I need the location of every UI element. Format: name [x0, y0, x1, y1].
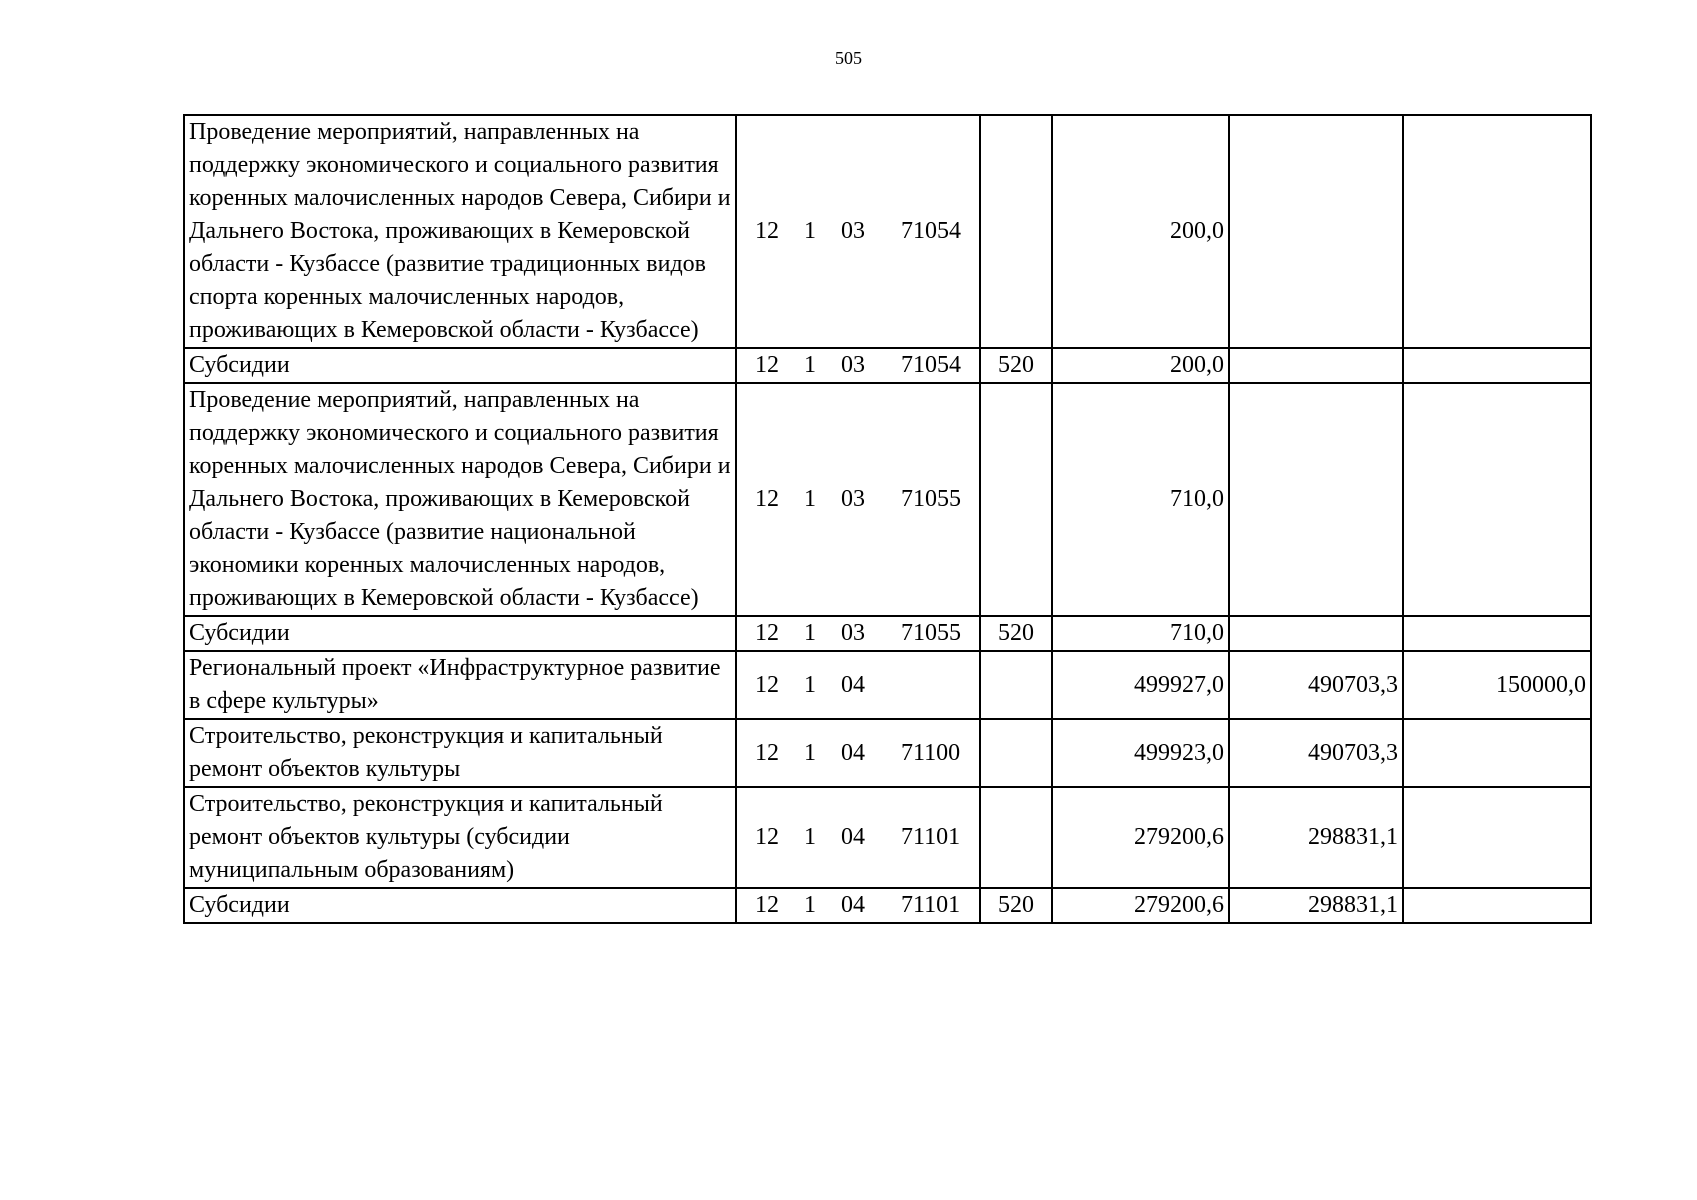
code-program: 12 [755, 892, 779, 918]
program-code [736, 719, 980, 787]
code-program: 12 [755, 620, 779, 646]
expense-type [980, 787, 1052, 888]
expense-type: 520 [980, 348, 1052, 383]
code-direction: 71101 [901, 892, 961, 918]
table-row [184, 651, 1591, 719]
amount-year-1: 499923,0 [1052, 719, 1229, 787]
table-row [184, 616, 1591, 651]
code-direction: 71055 [901, 486, 961, 512]
amount-year-1: 200,0 [1052, 348, 1229, 383]
amount-year-2 [1229, 348, 1403, 383]
code-subprogram: 1 [804, 671, 816, 698]
item-name: Субсидии [184, 348, 736, 383]
code-subprogram: 1 [804, 892, 816, 918]
amount-year-1: 279200,6 [1052, 787, 1229, 888]
program-code [736, 348, 980, 383]
code-subprogram: 1 [804, 739, 816, 766]
amount-year-3 [1403, 719, 1591, 787]
code-subprogram: 1 [804, 352, 816, 378]
amount-year-3 [1403, 616, 1591, 651]
table-row [184, 888, 1591, 923]
amount-year-2 [1229, 115, 1403, 348]
program-code [736, 383, 980, 616]
code-event: 04 [841, 824, 865, 850]
expense-type [980, 719, 1052, 787]
code-event: 04 [841, 892, 865, 918]
code-direction: 71054 [901, 218, 961, 244]
amount-year-2 [1229, 616, 1403, 651]
amount-year-3 [1403, 888, 1591, 923]
code-event: 04 [841, 739, 865, 766]
code-program: 12 [755, 824, 779, 850]
expense-type [980, 651, 1052, 719]
code-event: 03 [841, 620, 865, 646]
item-name: Проведение мероприятий, направленных на поддержку экономического и социального развития коренных малочисленных народов Севера, Сибири и Дальнего Востока, проживающих в Кемеровской области - Кузбассе (развитие традиционных видов спорта коренных малочисленных народов, проживающих в Кемеровской области - Кузбассе) [184, 115, 736, 348]
page-number: 505 [835, 48, 862, 68]
item-name: Строительство, реконструкция и капитальный ремонт объектов культуры [184, 719, 736, 787]
code-program: 12 [755, 486, 779, 512]
program-code [736, 888, 980, 923]
amount-year-1: 710,0 [1052, 383, 1229, 616]
amount-year-2: 490703,3 [1229, 651, 1403, 719]
amount-year-1: 710,0 [1052, 616, 1229, 651]
program-code [736, 115, 980, 348]
code-direction: 71101 [901, 824, 961, 850]
item-name: Строительство, реконструкция и капитальный ремонт объектов культуры (субсидии муниципальным образованиям) [184, 787, 736, 888]
expense-type [980, 383, 1052, 616]
table-row [184, 115, 1591, 348]
code-subprogram: 1 [804, 620, 816, 646]
code-program: 12 [755, 218, 779, 244]
amount-year-2: 298831,1 [1229, 888, 1403, 923]
program-code [736, 787, 980, 888]
code-event: 03 [841, 486, 865, 512]
code-subprogram: 1 [804, 218, 816, 244]
program-code [736, 616, 980, 651]
item-name: Субсидии [184, 616, 736, 651]
expense-type: 520 [980, 616, 1052, 651]
code-direction: 71100 [901, 739, 961, 766]
amount-year-2: 490703,3 [1229, 719, 1403, 787]
code-direction: 71055 [901, 620, 961, 646]
program-code [736, 651, 980, 719]
amount-year-3: 150000,0 [1403, 651, 1591, 719]
code-event: 03 [841, 352, 865, 378]
amount-year-2 [1229, 383, 1403, 616]
item-name: Субсидии [184, 888, 736, 923]
expense-type: 520 [980, 888, 1052, 923]
code-subprogram: 1 [804, 824, 816, 850]
budget-table [183, 114, 1592, 924]
amount-year-1: 279200,6 [1052, 888, 1229, 923]
code-subprogram: 1 [804, 486, 816, 512]
amount-year-3 [1403, 348, 1591, 383]
code-event: 03 [841, 218, 865, 244]
item-name: Проведение мероприятий, направленных на поддержку экономического и социального развития коренных малочисленных народов Севера, Сибири и Дальнего Востока, проживающих в Кемеровской области - Кузбассе (развитие национальной экономики коренных малочисленных народов, проживающих в Кемеровской области - Кузбассе) [184, 383, 736, 616]
code-program: 12 [755, 671, 779, 698]
code-program: 12 [755, 352, 779, 378]
table-row [184, 787, 1591, 888]
amount-year-3 [1403, 787, 1591, 888]
code-event: 04 [841, 671, 865, 698]
table-row [184, 719, 1591, 787]
table-row [184, 383, 1591, 616]
table-row [184, 348, 1591, 383]
expense-type [980, 115, 1052, 348]
amount-year-1: 200,0 [1052, 115, 1229, 348]
code-program: 12 [755, 739, 779, 766]
item-name: Региональный проект «Инфраструктурное развитие в сфере культуры» [184, 651, 736, 719]
amount-year-3 [1403, 115, 1591, 348]
code-direction: 71054 [901, 352, 961, 378]
amount-year-2: 298831,1 [1229, 787, 1403, 888]
amount-year-1: 499927,0 [1052, 651, 1229, 719]
amount-year-3 [1403, 383, 1591, 616]
